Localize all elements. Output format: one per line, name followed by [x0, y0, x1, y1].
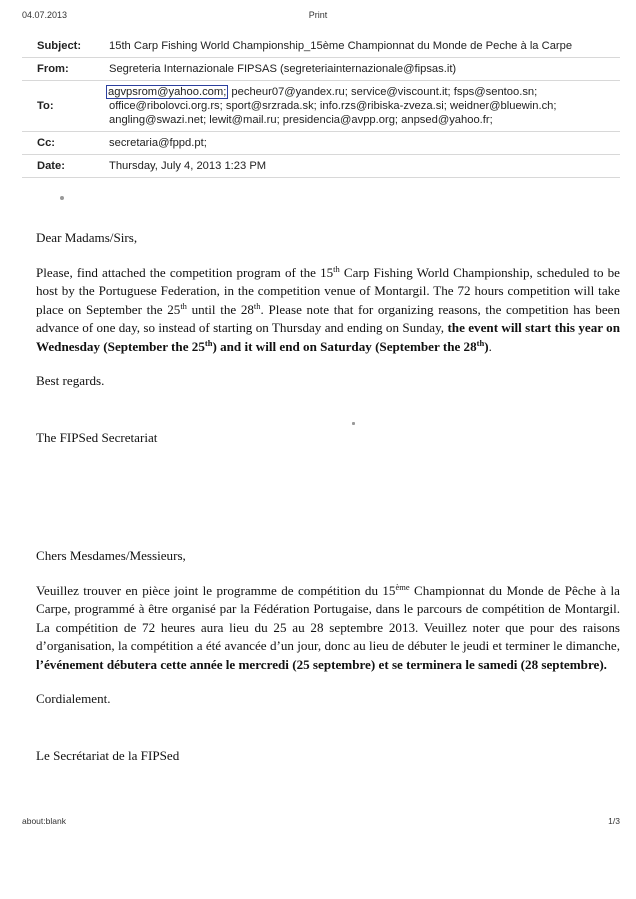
from-value: Segreteria Internazionale FIPSAS (segreteriainternazionale@fipsas.it): [109, 63, 457, 75]
english-paragraph: Please, find attached the competition program of the 15th Carp Fishing World Championship, scheduled to be host by the Portuguese Federation, in the competition venue of Montargil. The 72 hours competition will take place on September the 25th until the 28th. Please note that for organizing reasons, the competition has been advance of one day, so instead of starting on Thursday and ending on Sunday, the event will start this year on Wednesday (September the 25th) and it will end on Saturday (September the 28th).: [36, 263, 621, 354]
french-greeting: Chers Mesdames/Messieurs,: [36, 548, 186, 563]
scan-dot: [60, 196, 64, 200]
to-row: [22, 81, 620, 132]
to-address-selected[interactable]: agvpsrom@yahoo.com;: [108, 86, 227, 98]
date-value: Thursday, July 4, 2013 1:23 PM: [109, 160, 267, 172]
subject-value: 15th Carp Fishing World Championship_15ème Championnat du Monde de Peche à la Carpe: [109, 40, 573, 52]
english-greeting: Dear Madams/Sirs,: [36, 230, 138, 245]
footer-url: about:blank: [22, 816, 66, 826]
from-label: From:: [37, 63, 69, 75]
to-line-1: [109, 85, 620, 99]
cc-value: secretaria@fppd.pt;: [109, 137, 207, 149]
french-paragraph: Veuillez trouver en pièce joint le programme de compétition du 15ème Championnat du Monde de Pêche à la Carpe, programmé à être organisé par la Fédération Portugaise, dans le parcours de compétition de Montargil. La compétition de 72 heures aura lieu du 25 au 28 septembre 2013. Veuillez noter que pour des raisons d’organisation, la compétition a été avancée d’un jour, donc au lieu de débuter le jeudi et terminer le dimanche, l’événement débutera cette année le mercredi (25 septembre) et se terminera le samedi (28 septembre).: [36, 581, 620, 672]
print-title: Print: [308, 10, 328, 20]
date-row: [22, 155, 620, 178]
french-closing: Cordialement.: [36, 691, 111, 706]
cc-label: Cc:: [37, 137, 56, 149]
english-closing: Best regards.: [36, 373, 105, 388]
subject-row: [22, 34, 620, 58]
scan-speck: [352, 422, 355, 425]
english-signature: The FIPSed Secretariat: [36, 429, 158, 445]
footer-page: 1/3: [608, 816, 620, 826]
to-value: [107, 85, 620, 127]
print-date: 04.07.2013: [22, 10, 68, 20]
email-body: [36, 229, 620, 765]
email-headers: [22, 34, 620, 178]
to-line-1-rest: pecheur07@yandex.ru; service@viscount.it; fsps@sentoo.sn;: [228, 86, 538, 98]
from-row: [22, 58, 620, 81]
to-line-3: angling@swazi.net; lewit@mail.ru; presidencia@avpp.org; anpsed@yahoo.fr;: [109, 114, 493, 126]
to-label: To:: [37, 100, 54, 112]
subject-label: Subject:: [37, 40, 82, 52]
cc-row: [22, 132, 620, 155]
french-signature: Le Secrétariat de la FIPSed: [36, 747, 180, 763]
date-label: Date:: [37, 160, 65, 172]
to-line-2: office@ribolovci.org.rs; sport@srzrada.sk; info.rzs@ribiska-zveza.si; weidner@bluewin.ch;: [109, 100, 557, 112]
